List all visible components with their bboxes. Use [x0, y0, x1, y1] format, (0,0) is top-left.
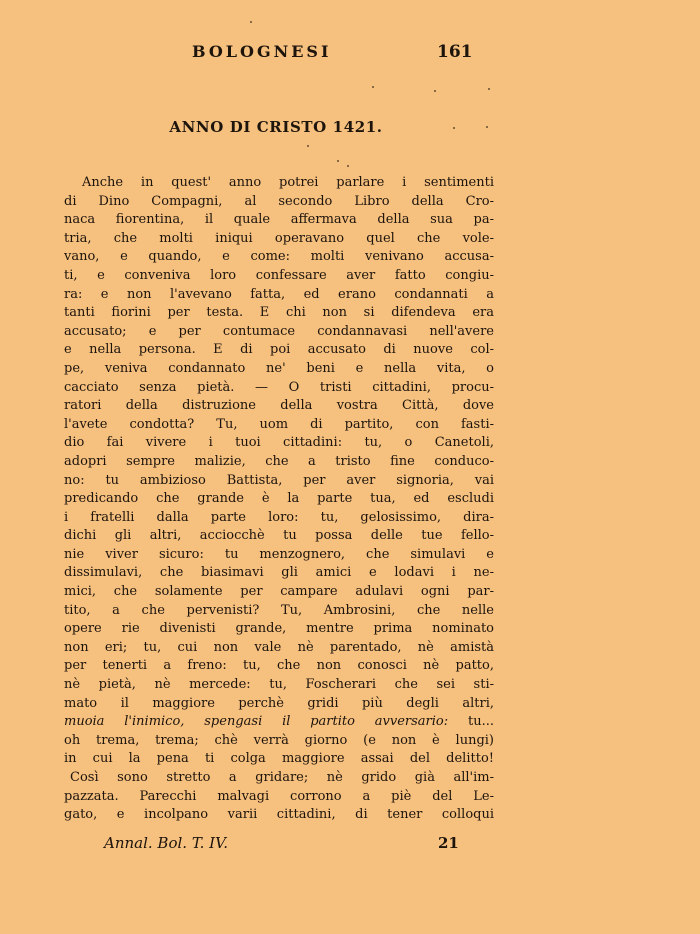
text-line: mato il maggiore perchè gridi più degli altri,	[64, 695, 494, 711]
page-number: 161	[437, 42, 473, 62]
scan-speck	[347, 165, 349, 167]
text-line: mici, che solamente per campare adulavi ogni par-	[64, 584, 494, 600]
page-footer	[0, 834, 700, 854]
text-line: tanti fiorini per testa. E chi non si difendeva era	[64, 305, 494, 321]
text-line: dio fai vivere i tuoi cittadini: tu, o Canetoli,	[64, 435, 494, 451]
text-line: di Dino Compagni, al secondo Libro della Cro-	[64, 193, 494, 209]
text-line: ti, e conveniva loro confessare aver fatto congiu-	[64, 267, 494, 283]
text-line: oh trema, trema; chè verrà giorno (e non è lungi)	[64, 732, 494, 748]
text-line: gato, e incolpano varii cittadini, di tener colloqui	[64, 807, 494, 823]
text-line: l'avete condotta? Tu, uom di partito, con fasti-	[64, 416, 494, 432]
text-line: dichi gli altri, acciocchè tu possa delle tue fello-	[64, 528, 494, 544]
text-line: pe, veniva condannato ne' beni e nella vita, o	[64, 360, 494, 376]
text-line: Anche in quest' anno potrei parlare i sentimenti	[82, 175, 494, 190]
text-line: cacciato senza pietà. — O tristi cittadini, procu-	[64, 379, 494, 395]
text-line: naca fiorentina, il quale affermava della sua pa-	[64, 212, 494, 228]
text-line-italic: muoia l'inimico, spengasi il partito avversario: tu...	[64, 714, 494, 730]
text-line: ra: e non l'avevano fatta, ed erano condannati a	[64, 286, 494, 302]
text-line: pazzata. Parecchi malvagi corrono a piè del Le-	[64, 788, 494, 804]
text-line: opere rie divenisti grande, mentre prima nominato	[64, 621, 494, 637]
body-text	[64, 174, 494, 825]
text-line: predicando che grande è la parte tua, ed escludi	[64, 491, 494, 507]
text-line: adopri sempre malizie, che a tristo fine conduco-	[64, 453, 494, 469]
scan-speck	[372, 86, 374, 88]
italic-run: muoia l'inimico, spengasi il partito avversario:	[64, 714, 449, 730]
text-line: dissimulavi, che biasimavi gli amici e lodavi i ne-	[64, 565, 494, 581]
sheet-number: 21	[438, 834, 459, 852]
text-line: non eri; tu, cui non vale nè parentado, nè amistà	[64, 639, 494, 655]
signature-mark: Annal. Bol. T. IV.	[104, 834, 229, 852]
section-heading: ANNO DI CRISTO 1421.	[169, 118, 383, 136]
text-line: accusato; e per contumace condannavasi nell'avere	[64, 323, 494, 339]
scan-speck	[486, 126, 488, 128]
text-line: nè pietà, nè mercede: tu, Foscherari che sei sti-	[64, 677, 494, 693]
text-line: ratori della distruzione della vostra Città, dove	[64, 398, 494, 414]
text-line: tito, a che pervenisti? Tu, Ambrosini, che nelle	[64, 602, 494, 618]
text-line: Così sono stretto a gridare; nè grido già all'im-	[70, 770, 494, 785]
text-line: nie viver sicuro: tu menzognero, che simulavi e	[64, 546, 494, 562]
scan-speck	[307, 145, 309, 147]
text-line: no: tu ambizioso Battista, per aver signoria, vai	[64, 472, 494, 488]
scan-speck	[434, 90, 436, 92]
text-line: vano, e quando, e come: molti venivano accusa-	[64, 249, 494, 265]
text-line: in cui la pena ti colga maggiore assai del delitto!	[64, 751, 494, 767]
text-line: e nella persona. E di poi accusato di nuove col-	[64, 342, 494, 358]
scan-speck	[453, 127, 455, 129]
running-head	[0, 42, 700, 68]
text-line: i fratelli dalla parte loro: tu, gelosissimo, dira-	[64, 509, 494, 525]
scan-speck	[488, 88, 490, 90]
scan-speck	[250, 21, 252, 23]
text-line: tria, che molti iniqui operavano quel che vole-	[64, 230, 494, 246]
text-line: per tenerti a freno: tu, che non conosci nè patto,	[64, 658, 494, 674]
scan-speck	[337, 160, 339, 162]
running-title: BOLOGNESI	[192, 42, 332, 61]
